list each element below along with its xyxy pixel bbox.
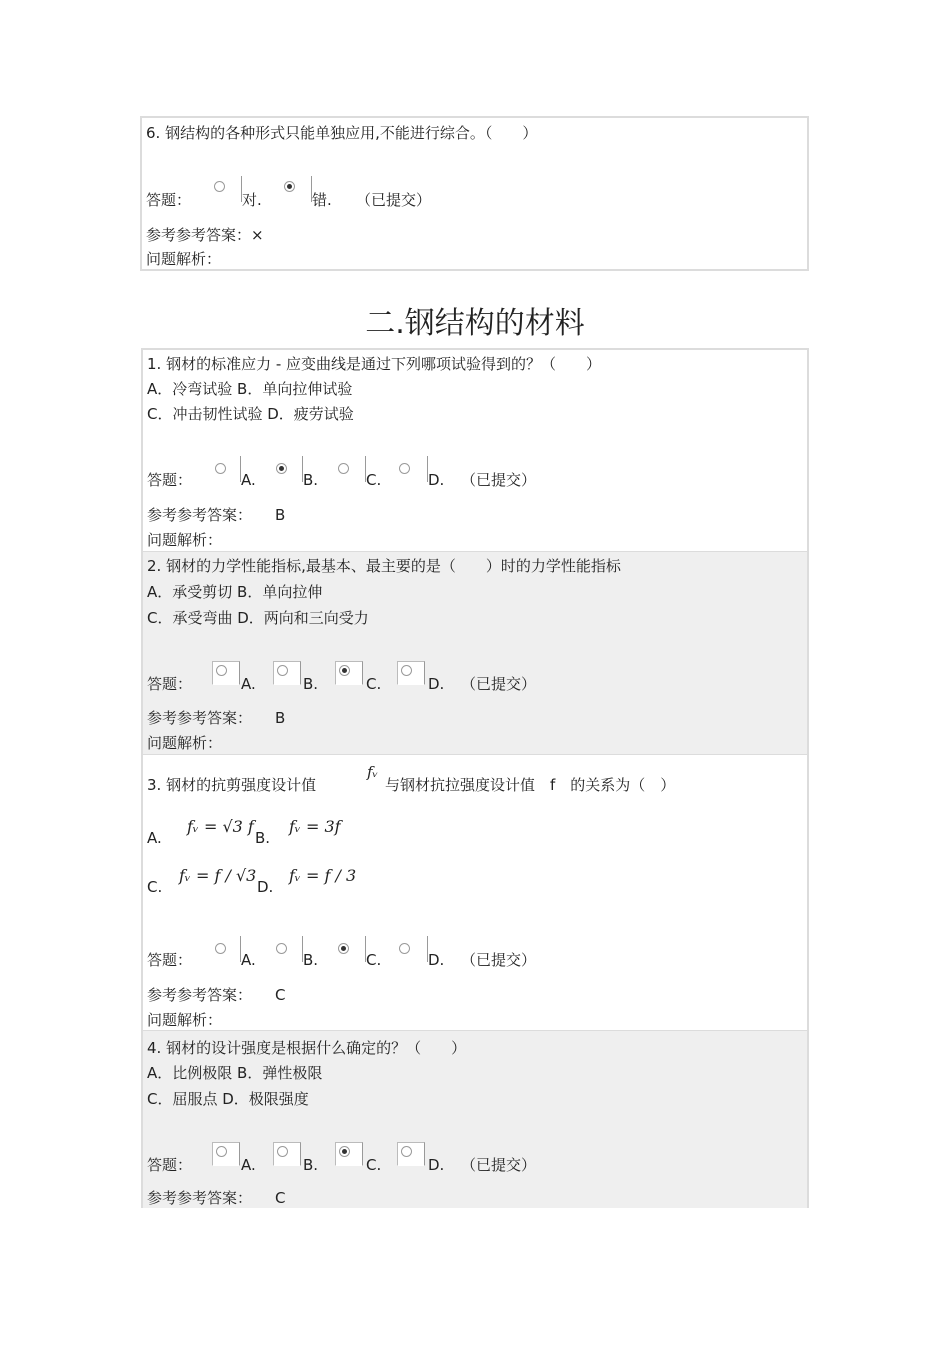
- option-d-formula: fᵥ = f / 3: [289, 866, 357, 885]
- reference-answer-label: 参考参考答案：: [147, 986, 253, 1004]
- submitted-status: （已提交）: [461, 471, 537, 489]
- reference-answer-value: C: [275, 1189, 286, 1207]
- radio-a[interactable]: [215, 943, 226, 954]
- question-4-card: [141, 1030, 809, 1208]
- radio-b-frame[interactable]: [273, 661, 301, 685]
- label-d: D.: [428, 1156, 445, 1174]
- radio-a[interactable]: [216, 665, 227, 676]
- reference-answer-value: C: [275, 986, 286, 1004]
- options-line-2: C．屈服点 D．极限强度: [147, 1090, 309, 1108]
- question-1-card: [141, 348, 809, 551]
- label-b: B.: [303, 951, 319, 969]
- radio-d[interactable]: [399, 463, 410, 474]
- radio-b[interactable]: [276, 463, 287, 474]
- label-b: B.: [303, 1156, 319, 1174]
- radio-d-frame[interactable]: [397, 661, 425, 685]
- label-a: A.: [241, 1156, 256, 1174]
- radio-b[interactable]: [277, 665, 288, 676]
- answer-label: 答题：: [147, 471, 193, 489]
- radio-c-frame[interactable]: [335, 661, 363, 685]
- radio-c[interactable]: [338, 943, 349, 954]
- option-c-label: C.: [147, 878, 163, 896]
- radio-c[interactable]: [338, 463, 349, 474]
- radio-d[interactable]: [401, 1146, 412, 1157]
- label-b: B.: [303, 675, 319, 693]
- reference-answer-value: B: [275, 506, 286, 524]
- reference-answer-label: 参考参考答案：: [147, 506, 253, 524]
- question-6-card: [140, 116, 809, 271]
- label-c: C.: [366, 675, 382, 693]
- reference-answer-label: 参考参考答案：: [147, 709, 253, 727]
- radio-c-frame[interactable]: [335, 1142, 363, 1166]
- option-true-label: 对.: [242, 191, 262, 209]
- radio-a-frame[interactable]: [212, 1142, 240, 1166]
- question-stem-part-2: 与钢材抗拉强度设计值 f 的关系为（ ）: [385, 776, 676, 794]
- label-c: C.: [366, 951, 382, 969]
- submitted-status: （已提交）: [356, 191, 432, 209]
- answer-label: 答题：: [147, 675, 193, 693]
- radio-false[interactable]: [284, 181, 295, 192]
- analysis-label: 问题解析：: [147, 734, 223, 752]
- radio-a[interactable]: [215, 463, 226, 474]
- radio-c[interactable]: [339, 1146, 350, 1157]
- option-false-label: 错.: [312, 191, 332, 209]
- radio-b[interactable]: [276, 943, 287, 954]
- option-a-label: A.: [147, 829, 162, 847]
- option-c-formula: fᵥ = f / √3: [179, 866, 257, 885]
- question-3-card: [141, 754, 809, 1030]
- section-title: 二.钢结构的材料: [365, 306, 585, 341]
- label-d: D.: [428, 675, 445, 693]
- label-a: A.: [241, 675, 256, 693]
- label-d: D.: [428, 471, 445, 489]
- radio-a-frame[interactable]: [212, 661, 240, 685]
- submitted-status: （已提交）: [461, 951, 537, 969]
- radio-d[interactable]: [399, 943, 410, 954]
- answer-label: 答题：: [147, 1156, 193, 1174]
- question-stem-part-1: 3. 钢材的抗剪强度设计值: [147, 776, 317, 794]
- submitted-status: （已提交）: [461, 675, 537, 693]
- radio-b[interactable]: [277, 1146, 288, 1157]
- reference-answer-label: 参考参考答案：: [147, 1189, 253, 1207]
- question-stem: 6. 钢结构的各种形式只能单独应用,不能进行综合。（ ）: [146, 124, 538, 142]
- question-2-card: [141, 551, 809, 754]
- radio-c[interactable]: [339, 665, 350, 676]
- options-line-1: A．冷弯试验 B．单向拉伸试验: [147, 380, 353, 398]
- radio-a[interactable]: [216, 1146, 227, 1157]
- radio-d[interactable]: [401, 665, 412, 676]
- option-a-formula: fᵥ = √3 f: [187, 817, 254, 836]
- radio-true[interactable]: [214, 181, 225, 192]
- analysis-label: 问题解析：: [146, 250, 222, 268]
- options-line-1: A．承受剪切 B．单向拉伸: [147, 583, 323, 601]
- label-c: C.: [366, 471, 382, 489]
- label-b: B.: [303, 471, 319, 489]
- analysis-label: 问题解析：: [147, 1011, 223, 1029]
- options-line-2: C．承受弯曲 D．两向和三向受力: [147, 609, 369, 627]
- radio-b-frame[interactable]: [273, 1142, 301, 1166]
- label-c: C.: [366, 1156, 382, 1174]
- label-a: A.: [241, 471, 256, 489]
- question-stem: 4. 钢材的设计强度是根据什么确定的？（ ）: [147, 1039, 467, 1057]
- option-d-label: D.: [257, 878, 274, 896]
- option-b-label: B.: [255, 829, 271, 847]
- submitted-status: （已提交）: [461, 1156, 537, 1174]
- label-d: D.: [428, 951, 445, 969]
- answer-label: 答题：: [146, 191, 192, 209]
- options-line-1: A．比例极限 B．弹性极限: [147, 1064, 323, 1082]
- reference-answer-value: B: [275, 709, 286, 727]
- reference-answer: 参考参考答案：×: [146, 226, 264, 244]
- answer-label: 答题：: [147, 951, 193, 969]
- options-line-2: C．冲击韧性试验 D．疲劳试验: [147, 405, 354, 423]
- analysis-label: 问题解析：: [147, 531, 223, 549]
- radio-d-frame[interactable]: [397, 1142, 425, 1166]
- option-b-formula: fᵥ = 3f: [289, 817, 341, 836]
- shear-strength-symbol: fᵥ: [367, 763, 379, 781]
- question-stem: 1. 钢材的标准应力 - 应变曲线是通过下列哪项试验得到的？（ ）: [147, 355, 602, 373]
- label-a: A.: [241, 951, 256, 969]
- question-stem: 2. 钢材的力学性能指标,最基本、最主要的是（ ）时的力学性能指标: [147, 557, 621, 575]
